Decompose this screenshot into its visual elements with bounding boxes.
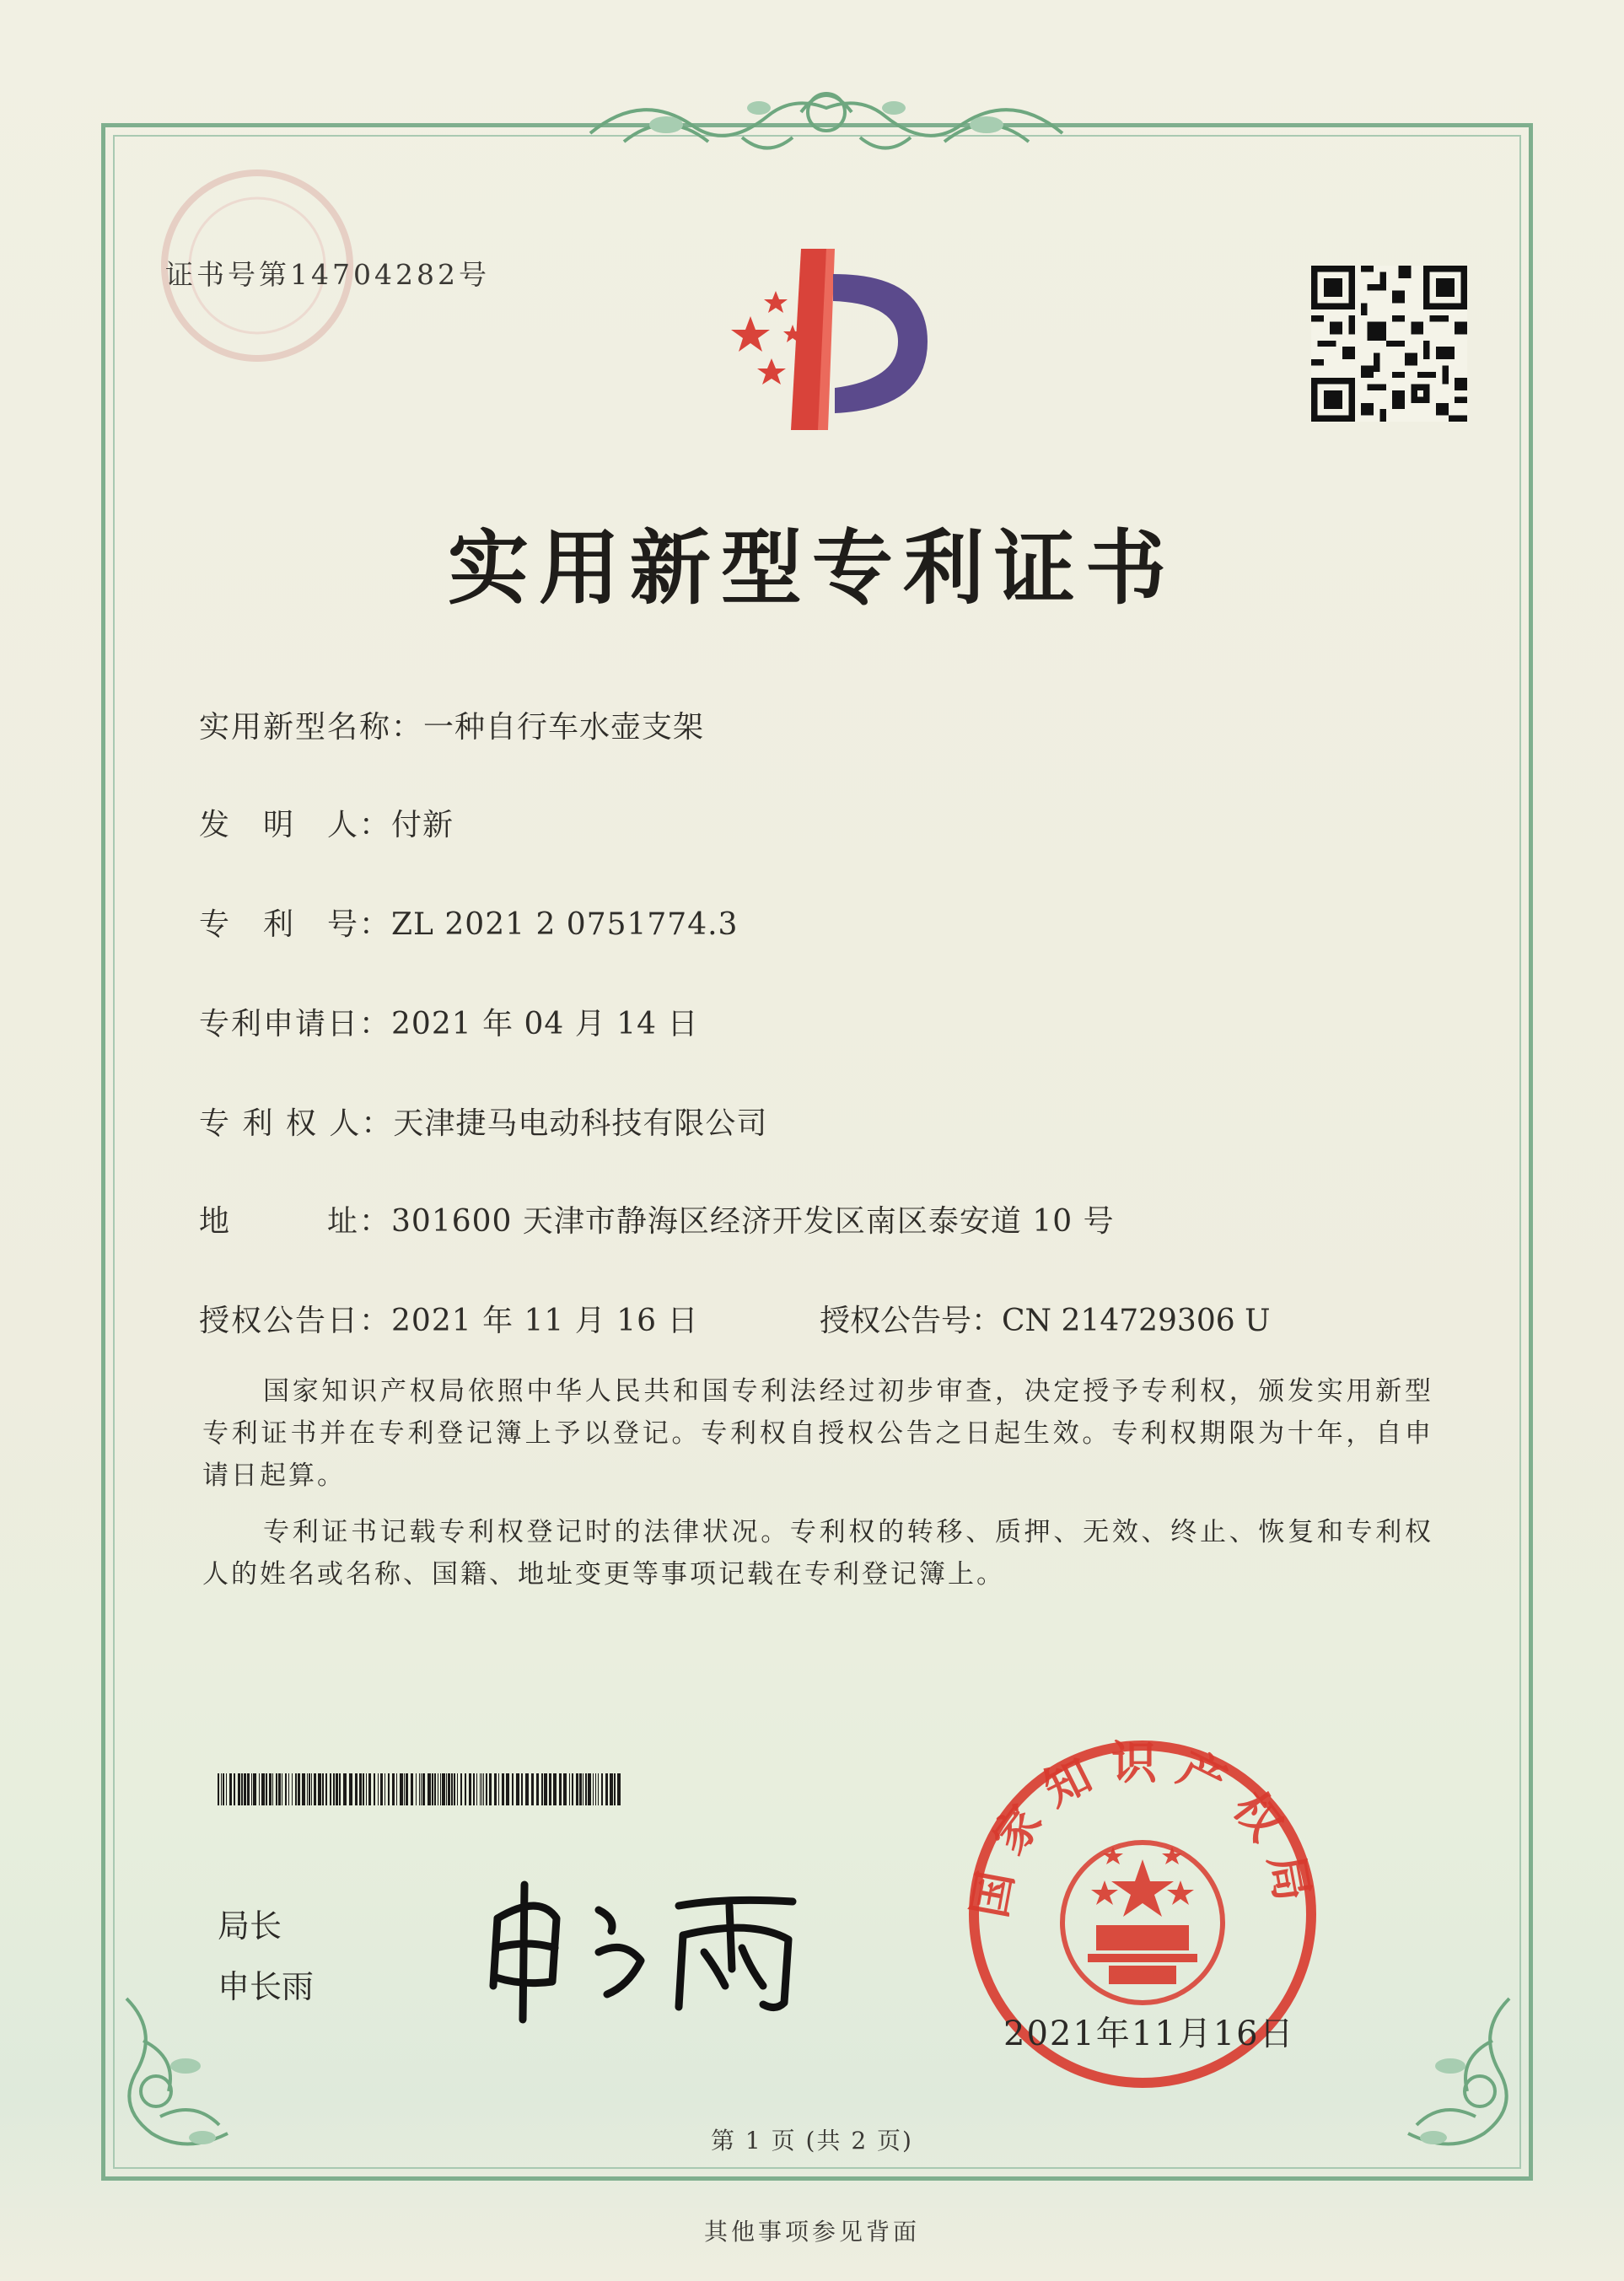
field-application-date — [199, 1000, 698, 1043]
field-label: 实用新型名称： — [199, 710, 424, 745]
field-address — [199, 1197, 1115, 1240]
qr-code-icon[interactable] — [1311, 266, 1467, 422]
ornament-top-icon — [573, 74, 1079, 175]
field-label: 授权公告日： — [199, 1304, 392, 1338]
field-label: 专 利 权 人： — [199, 1106, 394, 1141]
sipo-logo-icon — [700, 240, 953, 434]
field-value: 2021 年 11 月 16 日 — [391, 1304, 699, 1338]
seal-date: 2021年11月16日 — [1003, 2015, 1295, 2053]
statement-paragraph-1: 国家知识产权局依照中华人民共和国专利法经过初步审查，决定授予专利权，颁发实用新型专利证书并在专利登记簿上予以登记。专利权自授权公告之日起生效。专利权期限为十年，自申请日起算。 — [202, 1376, 1433, 1491]
field-inventor — [199, 801, 454, 844]
field-label: 授权公告号： — [820, 1304, 1003, 1338]
field-value: ZL 2021 2 0751774.3 — [391, 907, 739, 942]
field-value: 301600 天津市静海区经济开发区南区泰安道 10 号 — [391, 1204, 1115, 1239]
page-indicator: 第 1 页 (共 2 页) — [711, 2127, 913, 2155]
certificate-title: 实用新型专利证书 — [448, 520, 1176, 616]
field-utility-model-name — [199, 703, 704, 746]
field-grant-number — [820, 1297, 1270, 1340]
field-value: 付新 — [391, 808, 454, 842]
field-label: 专 利 号： — [199, 907, 392, 942]
field-value: 一种自行车水壶支架 — [423, 710, 705, 745]
field-label: 专利申请日： — [199, 1007, 392, 1041]
certificate-number: 证书号第14704282号 — [165, 258, 490, 291]
barcode-icon — [218, 1773, 622, 1805]
director-block — [218, 1896, 314, 2017]
field-patent-number — [199, 901, 738, 944]
field-value: CN 214729306 U — [1002, 1304, 1271, 1338]
director-name: 申长雨 — [218, 1968, 315, 2005]
footer-note: 其他事项参见背面 — [703, 2218, 920, 2246]
director-title: 局长 — [218, 1907, 282, 1945]
field-label: 地 址： — [199, 1204, 392, 1239]
seal-text: 国家知识产权局 — [962, 1736, 1323, 1922]
signature-icon — [472, 1859, 826, 2028]
field-patentee — [199, 1100, 767, 1143]
field-value: 天津捷马电动科技有限公司 — [393, 1106, 768, 1141]
statement-paragraph-2: 专利证书记载专利权登记时的法律状况。专利权的转移、质押、无效、终止、恢复和专利权人的姓名或名称、国籍、地址变更等事项记载在专利登记簿上。 — [202, 1517, 1433, 1590]
field-grant-date — [199, 1297, 698, 1340]
field-value: 2021 年 04 月 14 日 — [391, 1007, 699, 1041]
field-label: 发 明 人： — [199, 808, 392, 842]
